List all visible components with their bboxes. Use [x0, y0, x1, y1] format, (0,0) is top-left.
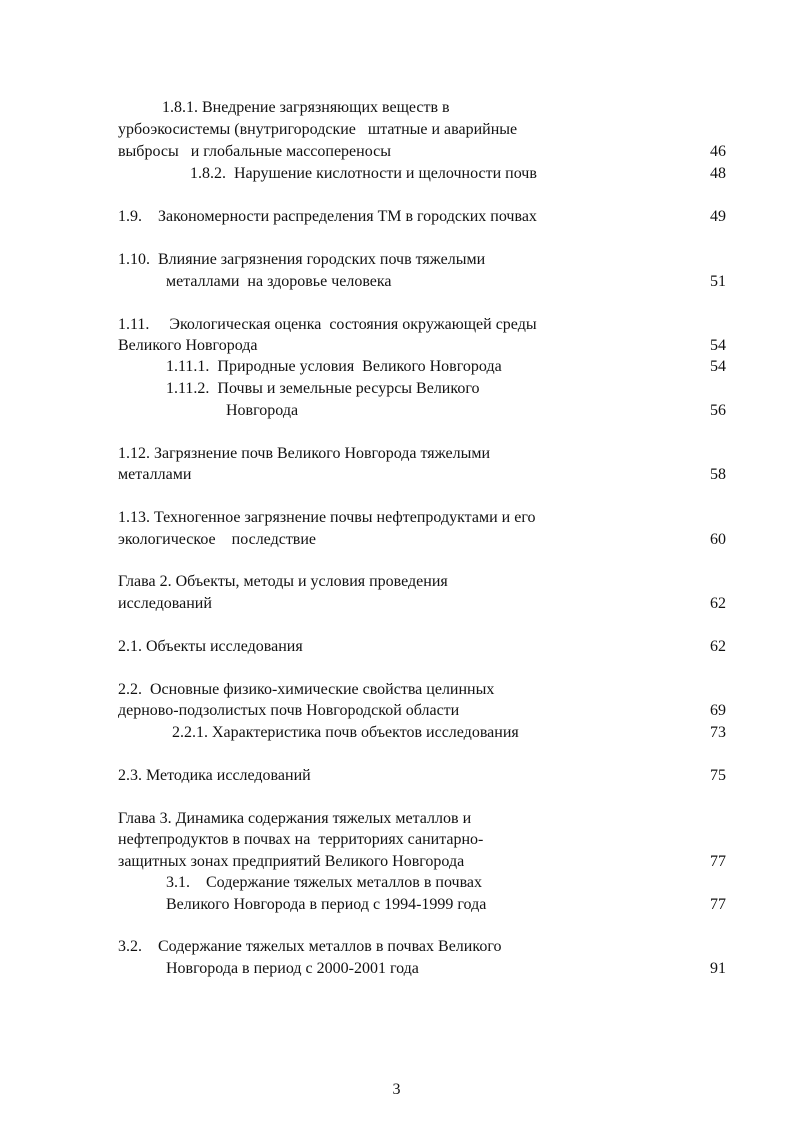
toc-line: 1.13. Техногенное загрязнение почвы нефтепродуктами и его: [118, 509, 536, 526]
toc-line: Великого Новгорода в период с 1994-1999 года: [166, 896, 487, 913]
toc-page-number: 69: [710, 702, 726, 719]
toc-line: 2.2. Основные физико-химические свойства целинных: [118, 681, 495, 698]
toc-line: 1.11.2. Почвы и земельные ресурсы Великого: [166, 380, 480, 397]
toc-page-number: 62: [710, 638, 726, 655]
toc-page-number: 77: [710, 853, 726, 870]
toc-page-number: 51: [710, 273, 726, 290]
toc-line: 3.2. Содержание тяжелых металлов в почвах Великого: [118, 938, 502, 955]
toc-line: Великого Новгорода: [118, 337, 258, 354]
toc-line: нефтепродуктов в почвах на территориях санитарно-: [118, 831, 484, 848]
toc-line: металлами на здоровье человека: [166, 273, 392, 290]
toc-line: 1.11.1. Природные условия Великого Новгорода: [166, 358, 502, 375]
page-number: 3: [392, 1081, 401, 1098]
toc-line: 1.9. Закономерности распределения ТМ в городских почвах: [118, 208, 537, 225]
toc-page-number: 73: [710, 724, 726, 741]
toc-page-number: 58: [710, 466, 726, 483]
toc-page-number: 77: [710, 896, 726, 913]
toc-line: исследований: [118, 595, 212, 612]
toc-page-number: 46: [710, 143, 726, 160]
toc-line: 1.11. Экологическая оценка состояния окружающей среды: [118, 316, 537, 333]
toc-line: экологическое последствие: [118, 531, 317, 548]
toc-line: 1.8.1. Внедрение загрязняющих веществ в: [162, 99, 450, 116]
toc-line: Глава 3. Динамика содержания тяжелых металлов и: [118, 810, 472, 827]
toc-line: Глава 2. Объекты, методы и условия проведения: [118, 573, 448, 590]
toc-line: урбоэкосистемы (внутригородские штатные и аварийные: [118, 121, 518, 138]
toc-line: 1.8.2. Нарушение кислотности и щелочности почв: [190, 165, 537, 182]
toc-page-number: 48: [710, 165, 726, 182]
toc-line: Новгорода: [226, 402, 299, 419]
toc-line: 2.3. Методика исследований: [118, 767, 311, 784]
toc-line: металлами: [118, 466, 192, 483]
toc-page-number: 56: [710, 402, 726, 419]
toc-page-number: 62: [710, 595, 726, 612]
toc-page-number: 75: [710, 767, 726, 784]
toc-line: дерново-подзолистых почв Новгородской области: [118, 702, 460, 719]
toc-page-number: 54: [710, 358, 726, 375]
toc-page-number: 91: [710, 960, 726, 977]
toc-line: 1.10. Влияние загрязнения городских почв тяжелыми: [118, 251, 486, 268]
toc-line: защитных зонах предприятий Великого Новгорода: [118, 853, 465, 870]
toc-page-number: 54: [710, 337, 726, 354]
toc-line: Новгорода в период с 2000-2001 года: [166, 960, 419, 977]
toc-line: 2.2.1. Характеристика почв объектов исследования: [172, 724, 519, 741]
toc-line: 2.1. Объекты исследования: [118, 638, 303, 655]
toc-line: 3.1. Содержание тяжелых металлов в почвах: [166, 874, 483, 891]
toc-line: выбросы и глобальные массопереносы: [118, 143, 391, 160]
toc-page-number: 49: [710, 208, 726, 225]
toc-page-number: 60: [710, 531, 726, 548]
toc-line: 1.12. Загрязнение почв Великого Новгорода тяжелыми: [118, 445, 491, 462]
